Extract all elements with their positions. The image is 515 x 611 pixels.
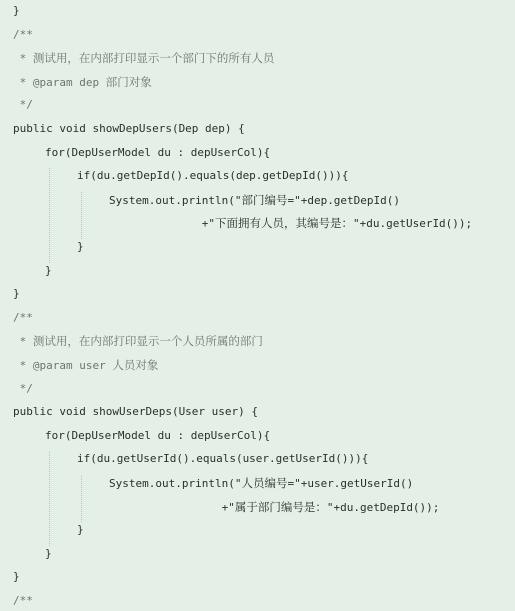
- code-line: }: [45, 546, 52, 560]
- code-line: }: [13, 287, 20, 301]
- code-line: if(du.getDepId().equals(dep.getDepId())){: [77, 169, 349, 183]
- comment-line: * 测试用，在内部打印显示一个人员所属的部门: [13, 334, 263, 349]
- comment-line: /**: [13, 310, 33, 324]
- comment-line: * @param user 人员对象: [13, 358, 159, 372]
- indent-guide: [49, 451, 50, 545]
- indent-guide: [49, 168, 50, 262]
- comment-line: * @param dep 部门对象: [13, 74, 152, 89]
- code-line: public void showDepUsers(Dep dep) {: [13, 122, 245, 135]
- code-line: public void showUserDeps(User user) {: [13, 405, 259, 419]
- code-line: System.out.println("人员编号="+user.getUserId(): [109, 476, 414, 490]
- comment-line: * 测试用，在内部打印显示一个部门下的所有人员: [13, 51, 275, 66]
- comment-line: */: [13, 98, 33, 112]
- indent-guide: [81, 475, 82, 522]
- code-line: +"下面拥有人员，其编号是："+du.getUserId());: [109, 216, 473, 231]
- code-line: if(du.getUserId().equals(user.getUserId())){: [77, 452, 369, 466]
- comment-line: */: [13, 381, 33, 395]
- code-line: for(DepUserModel du : depUserCol){: [45, 428, 271, 442]
- comment-line: /**: [13, 594, 33, 607]
- code-line: }: [45, 263, 52, 277]
- comment-line: /**: [13, 27, 33, 41]
- code-line: }: [13, 4, 20, 17]
- code-line: System.out.println("部门编号="+dep.getDepId(): [109, 192, 401, 207]
- code-line: for(DepUserModel du : depUserCol){: [45, 145, 271, 159]
- code-line: }: [77, 240, 84, 253]
- code-line: }: [77, 523, 84, 537]
- code-line: +"属于部门编号是："+du.getDepId());: [109, 499, 440, 514]
- code-line: }: [13, 570, 20, 584]
- indent-guide: [81, 192, 82, 239]
